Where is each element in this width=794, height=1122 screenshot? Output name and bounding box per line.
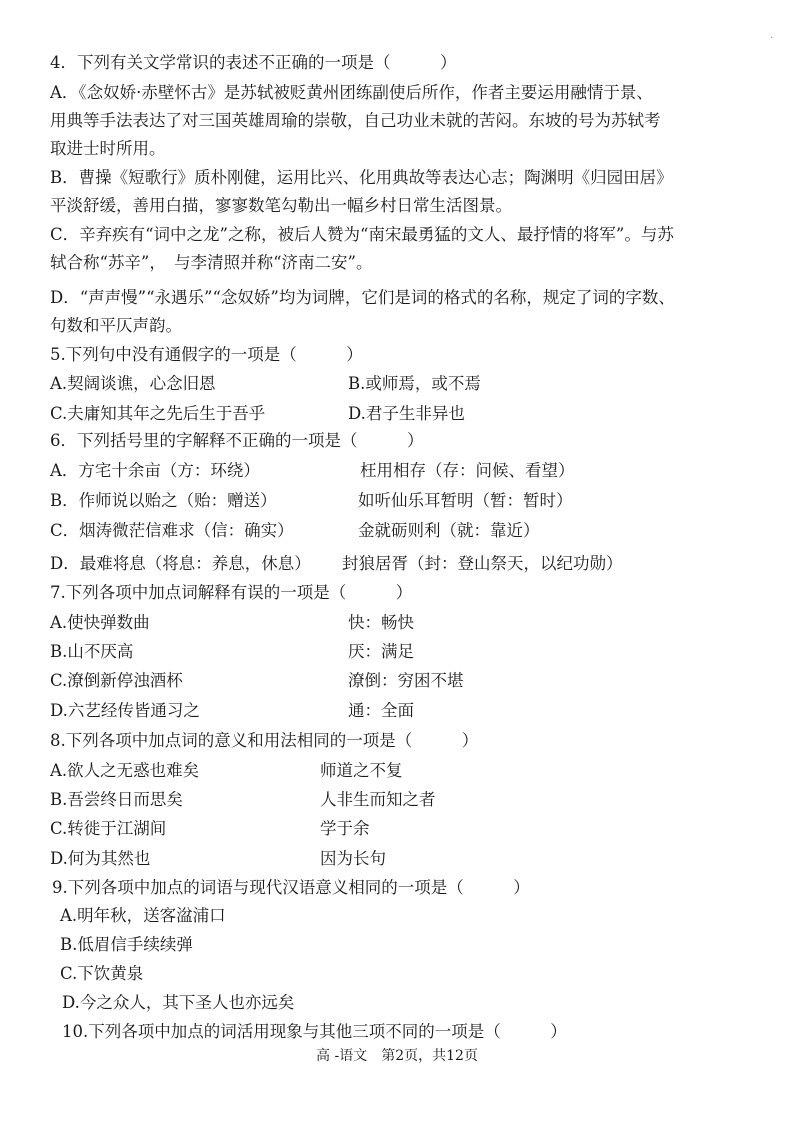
q4-option-b-line2: 平淡舒缓，善用白描，寥寥数笔勾勒出一幅乡村日常生活图景。 — [50, 196, 512, 215]
q4-stem: 4．下列有关文学常识的表述不正确的一项是（ ） — [50, 53, 457, 72]
q6-option-c-part2: 金就砺则利（就：靠近） — [358, 521, 540, 540]
q5-option-d: D.君子生非异也 — [348, 404, 465, 423]
q5-option-c: C.夫庸知其年之先后生于吾乎 — [50, 404, 266, 423]
q7-option-d: D.六艺经传皆通习之 — [50, 701, 200, 720]
q6-option-b-part1: B．作师说以贻之（贻：赠送） — [50, 491, 277, 510]
q6-option-d-part1: D．最难将息（将息：养息，休息） — [50, 554, 311, 573]
q7-option-c: C.潦倒新停浊酒杯 — [50, 671, 183, 690]
q8-option-c-compare: 学于余 — [320, 819, 370, 838]
q4-option-a-line2: 用典等手法表达了对三国英雄周瑜的崇敬，自己功业未就的苦闷。东坡的号为苏轼考 — [50, 111, 661, 130]
q7-option-c-gloss: 潦倒：穷困不堪 — [348, 671, 464, 690]
q6-option-d-part2: 封狼居胥（封：登山祭天，以纪功勋） — [342, 554, 623, 573]
q4-option-a-line1: A．《念奴娇·赤壁怀古》是苏轼被贬黄州团练副使后所作，作者主要运用融情于景、 — [50, 83, 653, 102]
q6-option-a-part2: 枉用相存（存：问候、看望） — [360, 461, 575, 480]
q4-option-d-line1: D．“声声慢”“永遇乐”“念奴娇”均为词牌，它们是词的格式的名称，规定了词的字数、 — [50, 288, 675, 307]
q9-option-c: C.下饮黄泉 — [60, 964, 144, 983]
q6-stem: 6．下列括号里的字解释不正确的一项是（ ） — [50, 431, 424, 450]
q7-option-a-gloss: 快：畅快 — [348, 613, 414, 632]
q4-option-a-line3: 取进士时所用。 — [50, 139, 166, 158]
page-footer: 高 -语文 第2页，共12页 — [316, 1048, 478, 1064]
q9-option-d: D.今之众人，其下圣人也亦远矣 — [62, 993, 295, 1012]
q8-option-d-compare: 因为长句 — [320, 849, 386, 868]
q4-option-b-line1: B．曹操《短歌行》质朴刚健，运用比兴、化用典故等表达心志；陶渊明《归园田居》 — [50, 168, 673, 187]
q9-option-a: A.明年秋，送客湓浦口 — [60, 906, 226, 925]
q7-option-b-gloss: 厌：满足 — [348, 642, 414, 661]
q7-stem: 7.下列各项中加点词解释有误的一项是（ ） — [50, 583, 413, 602]
q8-option-b: B.吾尝终日而思矣 — [50, 790, 183, 809]
q10-stem: 10.下列各项中加点的词活用现象与其他三项不同的一项是（ ） — [62, 1022, 567, 1041]
q6-option-c-part1: C．烟涛微茫信难求（信：确实） — [50, 521, 294, 540]
q8-stem: 8.下列各项中加点词的意义和用法相同的一项是（ ） — [50, 731, 479, 750]
q9-option-b: B.低眉信手续续弹 — [60, 935, 193, 954]
q9-stem: 9.下列各项中加点的词语与现代汉语意义相同的一项是（ ） — [52, 878, 530, 897]
q8-option-d: D.何为其然也 — [50, 849, 151, 868]
q6-option-b-part2: 如听仙乐耳暂明（暂：暂时） — [358, 491, 573, 510]
q5-option-b: B.或师焉，或不焉 — [348, 374, 481, 393]
q8-option-a-compare: 师道之不复 — [320, 761, 403, 780]
q5-stem: 5.下列句中没有通假字的一项是（ ） — [50, 345, 363, 364]
q4-option-c-line1: C．辛弃疾有“词中之龙”之称，被后人赞为“南宋最勇猛的文人、最抒情的将军”。与苏 — [50, 225, 674, 244]
q7-option-a: A.使快弹数曲 — [50, 613, 150, 632]
q6-option-a-part1: A．方宅十余亩（方：环绕） — [50, 461, 260, 480]
q8-option-c: C.转徙于江湖间 — [50, 819, 167, 838]
q7-option-b: B.山不厌高 — [50, 642, 134, 661]
q7-option-d-gloss: 通：全面 — [348, 701, 414, 720]
corner-mark: . — [770, 30, 774, 41]
q5-option-a: A.契阔谈谯，心念旧恩 — [50, 374, 216, 393]
q8-option-b-compare: 人非生而知之者 — [320, 790, 436, 809]
q8-option-a: A.欲人之无惑也难矣 — [50, 761, 200, 780]
q4-option-c-line2: 轼合称“苏辛”， 与李清照并称“济南二安”。 — [50, 253, 373, 272]
q4-option-d-line2: 句数和平仄声韵。 — [50, 316, 182, 335]
